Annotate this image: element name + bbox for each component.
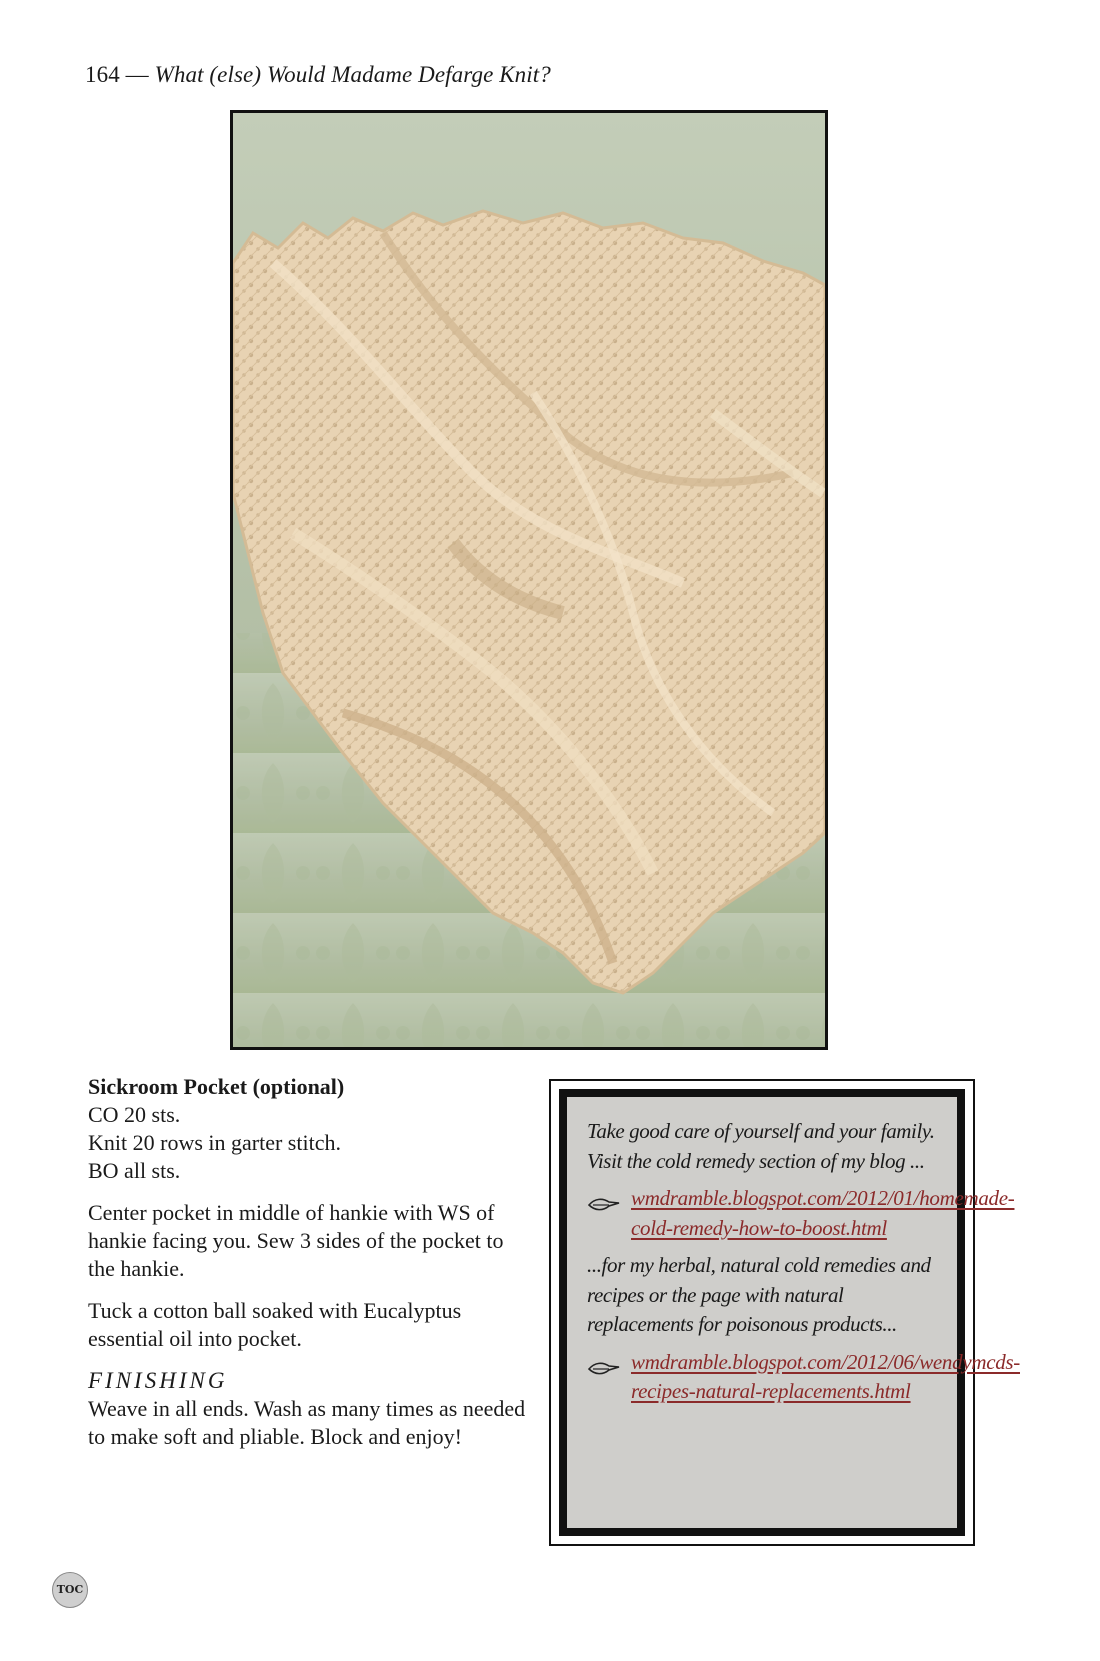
pocket-heading: Sickroom Pocket (optional) [88,1074,345,1099]
pocket-eucalyptus-paragraph: Tuck a cotton ball soaked with Eucalyptus essential oil into pocket. [88,1298,462,1351]
sidebar-border [559,1089,1020,1536]
hand-pointer-icon [587,1348,631,1407]
pocket-step-cast-on: CO 20 sts. [88,1102,181,1127]
blog-sidebar-box [549,1079,1020,1546]
lace-shawl-illustration [233,113,825,1047]
pocket-instructions [88,1073,528,1451]
sidebar-link-row-2 [587,1348,1020,1407]
running-head [85,62,551,88]
toc-button[interactable]: TOC [52,1572,88,1608]
book-title: What (else) Would Madame Defarge Knit? [154,62,551,87]
lace-shawl-photo [230,110,828,1050]
pocket-center-paragraph: Center pocket in middle of hankie with WS of hankie facing you. Sew 3 sides of the pocket to the hankie. [88,1200,504,1281]
running-head-dash: — [119,62,155,87]
page-number: 164 [85,62,120,87]
sidebar-link-row-1 [587,1184,1015,1243]
sidebar-middle-text: ...for my herbal, natural cold remedies and recipes or the page with natural replacements for poisonous products... [587,1253,931,1336]
finishing-heading: FINISHING [88,1368,228,1393]
sidebar-content [567,1097,1020,1528]
natural-replacements-link[interactable]: wmdramble.blogspot.com/2012/06/wendymcds-recipes-natural-replacements.html [631,1349,1020,1403]
finishing-text: Weave in all ends. Wash as many times as needed to make soft and pliable. Block and enjoy! [88,1396,526,1449]
pocket-step-knit: Knit 20 rows in garter stitch. [88,1130,341,1155]
cold-remedy-link[interactable]: wmdramble.blogspot.com/2012/01/homemade-cold-remedy-how-to-boost.html [631,1186,1015,1240]
pocket-step-bind-off: BO all sts. [88,1158,181,1183]
hand-pointer-icon [587,1184,631,1243]
sidebar-intro: Take good care of yourself and your family. Visit the cold remedy section of my blog ... [587,1119,935,1173]
